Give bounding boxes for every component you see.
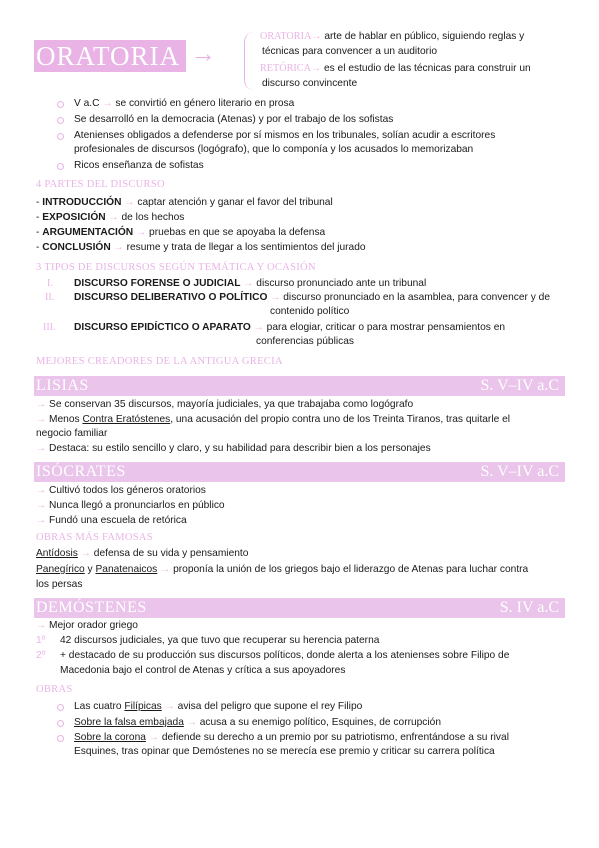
list-item: [36, 514, 187, 528]
list-item-text: Las cuatro: [74, 701, 125, 712]
list-number: 2º: [36, 650, 46, 661]
list-item: [36, 413, 510, 427]
definition-term: RETÓRICA: [260, 63, 311, 74]
definition-text: técnicas para convencer a un auditorio: [262, 46, 437, 57]
list-item: [74, 716, 441, 730]
list-item: [36, 547, 248, 561]
list-item-text: Se conservan 35 discursos, mayoría judiciales, ya que trabajaba como logógrafo: [49, 399, 414, 410]
list-item-term: CONCLUSIÓN: [42, 242, 111, 253]
list-item: [36, 499, 225, 513]
arrow-icon: →: [80, 548, 91, 559]
list-item: [74, 321, 505, 335]
list-number: III.: [43, 322, 56, 333]
work-title: Sobre la corona: [74, 732, 146, 743]
definition-oratoria: [260, 30, 524, 44]
author-banner-isocrates: [34, 462, 565, 482]
list-item: [36, 442, 431, 456]
arrow-icon: →: [36, 485, 47, 496]
section-heading: 4 PARTES DEL DISCURSO: [36, 179, 165, 190]
list-item-text: y: [84, 564, 96, 575]
list-item-term: V a.C: [74, 98, 100, 109]
author-banner-lisias: [34, 376, 565, 396]
author-date: S. IV a.C: [499, 599, 559, 616]
list-item-term: ARGUMENTACIÓN: [42, 227, 134, 238]
definition-retorica: [260, 62, 531, 76]
bullet-icon: [57, 163, 64, 170]
work-title: Contra Eratóstenes: [82, 414, 171, 425]
list-item-term: DISCURSO FORENSE O JUDICIAL: [74, 278, 241, 289]
list-item-text: Fundó una escuela de retórica: [49, 515, 187, 526]
list-item: - ARGUMENTACIÓN → pruebas en que se apoyaba la defensa: [36, 227, 326, 238]
list-item: [74, 277, 426, 291]
list-item-text: resume y trata de llegar a los sentimientos del jurado: [126, 242, 366, 253]
list-item: 42 discursos judiciales, ya que tuvo que recuperar su herencia paterna: [60, 635, 380, 646]
list-item-text: de los hechos: [121, 212, 185, 223]
list-item: Se desarrolló en la democracia (Atenas) y por el trabajo de los sofistas: [74, 114, 394, 125]
arrow-icon: →: [186, 717, 197, 728]
arrow-icon: →: [36, 443, 47, 454]
author-date: S. V–IV a.C: [480, 463, 559, 480]
title-banner: [34, 40, 186, 72]
bullet-icon: [57, 704, 64, 711]
arrow-icon: →: [36, 515, 47, 526]
arrow-icon: →: [270, 292, 281, 303]
list-item: [74, 700, 362, 714]
list-item: [36, 398, 413, 412]
definition-text: discurso convincente: [262, 78, 358, 89]
list-item-continuation: los persas: [36, 579, 83, 590]
arrow-icon: →: [311, 31, 322, 42]
list-item-text: acusa a su enemigo político, Esquines, de corrupción: [199, 717, 441, 728]
work-title: Antídosis: [36, 548, 78, 559]
arrow-icon: →: [102, 98, 113, 109]
list-item: - EXPOSICIÓN → de los hechos: [36, 212, 185, 223]
section-heading: OBRAS: [36, 684, 73, 695]
list-item: [36, 619, 138, 633]
bullet-icon: [57, 101, 64, 108]
list-item-continuation: Esquines, tras opinar que Demóstenes no se merecía ese premio y criticar su carrera política: [74, 746, 495, 757]
author-name: DEMÓSTENES: [36, 599, 147, 616]
list-item-text: Nunca llegó a pronunciarlos en público: [49, 500, 225, 511]
list-number: 1º: [36, 635, 46, 646]
list-item-text: para elogiar, criticar o para mostrar pensamientos en: [266, 322, 506, 333]
arrow-icon: →: [36, 500, 47, 511]
definition-text: arte de hablar en público, siguiendo reglas y: [324, 31, 525, 42]
list-item-text: captar atención y ganar el favor del tribunal: [137, 197, 333, 208]
arrow-icon: →: [124, 197, 135, 208]
list-item-continuation: negocio familiar: [36, 428, 108, 439]
title-arrow-icon: →: [190, 38, 216, 68]
arrow-icon: →: [310, 63, 322, 74]
brace-icon: [244, 32, 257, 90]
definition-text: es el estudio de las técnicas para construir un: [323, 63, 531, 74]
list-item-text: discurso pronunciado ante un tribunal: [256, 278, 427, 289]
list-item: [74, 291, 550, 305]
arrow-icon: →: [113, 242, 124, 253]
list-item-term: EXPOSICIÓN: [42, 212, 106, 223]
section-heading: 3 TIPOS DE DISCURSOS SEGÚN TEMÁTICA Y OCASIÓN: [36, 262, 316, 273]
list-item: + destacado de su producción sus discursos políticos, donde alerta a los atenienses sobre Filipo de: [60, 650, 510, 661]
page-title: ORATORIA: [36, 41, 181, 71]
list-item-text: Menos: [49, 414, 83, 425]
work-title: Filípicas: [124, 701, 162, 712]
arrow-icon: →: [36, 620, 47, 631]
list-item-text: proponía la unión de los griegos bajo el liderazgo de Atenas para luchar contra: [173, 564, 529, 575]
list-item-continuation: Macedonia bajo el control de Atenas y crítica a sus apoyadores: [60, 665, 346, 676]
work-title: Panegírico: [36, 564, 85, 575]
list-item-text: defensa de su vida y pensamiento: [93, 548, 249, 559]
list-item-text: Cultivó todos los géneros oratorios: [49, 485, 206, 496]
arrow-icon: →: [160, 564, 171, 575]
definition-term: ORATORIA: [260, 31, 312, 42]
list-item-continuation: conferencias públicas: [256, 336, 354, 347]
author-date: S. V–IV a.C: [480, 377, 559, 394]
list-item: [36, 563, 528, 577]
arrow-icon: →: [36, 399, 47, 410]
list-item-term: DISCURSO DELIBERATIVO O POLÍTICO: [74, 292, 268, 303]
bullet-icon: [57, 133, 64, 140]
work-title: Panatenaicos: [95, 564, 158, 575]
list-item-continuation: contenido político: [270, 306, 350, 317]
arrow-icon: →: [108, 212, 119, 223]
section-heading: OBRAS MÁS FAMOSAS: [36, 532, 153, 543]
list-item: - INTRODUCCIÓN → captar atención y ganar el favor del tribunal: [36, 197, 333, 208]
list-item-text: Destaca: su estilo sencillo y claro, y su habilidad para describir bien a los personajes: [49, 443, 431, 454]
bullet-icon: [57, 117, 64, 124]
list-item-continuation: profesionales de discursos (logógrafo), que lo componía y los acusados lo memorizaban: [74, 144, 474, 155]
arrow-icon: →: [243, 278, 254, 289]
arrow-icon: →: [148, 732, 159, 743]
list-item-text: , una acusación del propio contra uno de los Treinta Tiranos, tras quitarle el: [170, 414, 511, 425]
section-heading: MEJORES CREADORES DE LA ANTIGUA GRECIA: [36, 356, 283, 367]
arrow-icon: →: [36, 414, 47, 425]
author-name: ISÓCRATES: [36, 463, 126, 480]
list-item: [74, 731, 509, 745]
list-item: Ricos enseñanza de sofistas: [74, 160, 204, 171]
list-item-text: pruebas en que se apoyaba la defensa: [149, 227, 326, 238]
list-item: [36, 484, 206, 498]
work-title: Sobre la falsa embajada: [74, 717, 184, 728]
list-item-text: Mejor orador griego: [49, 620, 138, 631]
list-item: - CONCLUSIÓN → resume y trata de llegar a los sentimientos del jurado: [36, 242, 366, 253]
list-item-term: INTRODUCCIÓN: [42, 197, 122, 208]
list-item-text: discurso pronunciado en la asamblea, para convencer y de: [283, 292, 551, 303]
bullet-icon: [57, 720, 64, 727]
author-banner-demostenes: [34, 598, 565, 618]
arrow-icon: →: [253, 322, 264, 333]
author-name: LISIAS: [36, 377, 89, 394]
list-item: [74, 97, 294, 111]
bullet-icon: [57, 735, 64, 742]
arrow-icon: →: [136, 227, 147, 238]
list-item-term: DISCURSO EPIDÍCTICO O APARATO: [74, 322, 251, 333]
list-item-text: se convirtió en género literario en prosa: [115, 98, 295, 109]
list-number: I.: [47, 278, 53, 289]
arrow-icon: →: [164, 701, 175, 712]
list-item-text: defiende su derecho a un premio por su patriotismo, enfrentándose a su rival: [161, 732, 509, 743]
list-item: Atenienses obligados a defenderse por sí mismos en los tribunales, solían acudir a escritores: [74, 130, 496, 141]
list-item-text: avisa del peligro que supone el rey Filipo: [177, 701, 363, 712]
list-number: II.: [45, 292, 55, 303]
